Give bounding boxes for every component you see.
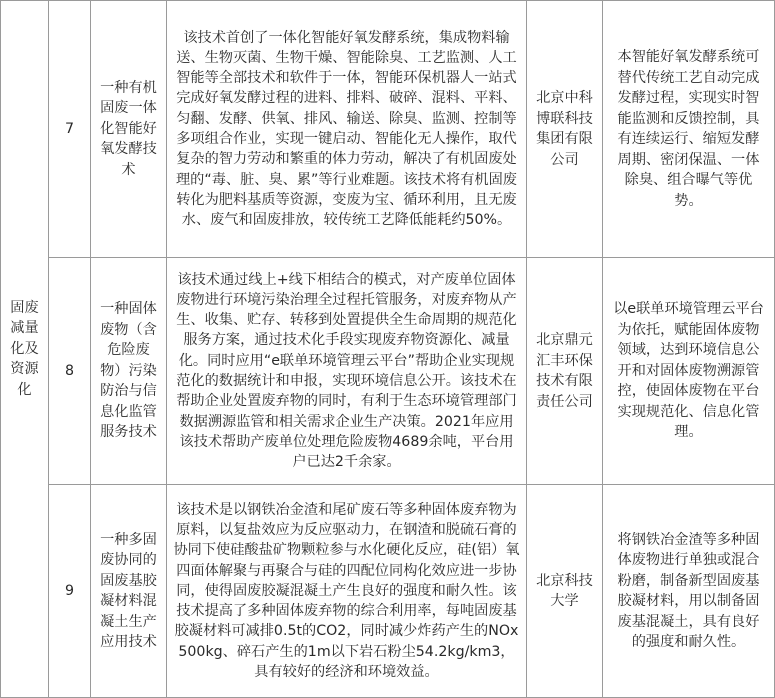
technology-name-cell (91, 258, 166, 484)
technology-name: 一种固体废物（含危险废物）污染防治与信息化监管服务技术 (100, 301, 157, 441)
technology-description-cell (167, 485, 526, 697)
company-name: 北京科技大学 (536, 572, 593, 609)
table-row-number: 8 (64, 362, 75, 379)
technology-description: 该技术首创了一体化智能好氧发酵系统，集成物料输送、生物灭菌、生物干燥、智能除臭、工艺监测、人工智能等全部技术和软件于一体，智能环保机器人一站式完成好氧发酵过程的进料、排料、破碎、混料、平料、匀翻、发酵、供氧、排风、输送、除臭、监测、控制等多项组合作业，实现一键启动、智能化无人操作，取代复杂的智力劳动和繁重的体力劳动，解决了有机固废处理的“毒、脏、臭、累”等行业难题。该技术将有机固废转化为肥料基质等资源，变废为宝、循环利用，且无废水、废气和固废排放，较传统工艺降低能耗约50%。 (175, 29, 517, 229)
table-row-number: 7 (64, 120, 75, 137)
advantage-cell (603, 258, 774, 484)
advantage-cell (603, 485, 774, 697)
company-cell (527, 258, 602, 484)
company-cell (527, 1, 602, 257)
category-cell (1, 1, 48, 697)
table-row-number: 9 (64, 582, 75, 599)
technology-description-cell (167, 258, 526, 484)
technology-name: 一种有机固废一体化智能好氧发酵技术 (100, 79, 157, 178)
technology-description: 该技术是以钢铁冶金渣和尾矿废石等多种固体废弃物为原料，以复盐效应为反应驱动力，在钢渣和脱硫石膏的协同下使硅酸盐矿物颗粒参与水化硬化反应，硅(铝）氧四面体解聚与再聚合与硅的四配位同构化效应进一步协同，使得固废胶凝混凝土产生良好的强度和耐久性。该技术提高了多种固体废弃物的综合利用率，每吨固废基胶凝材料可减排0.5t的CO2，同时减少炸药产生的NOx 500kg、碎石产生的1m以下岩石粉尘54.2kg/km3，具有较好的经济和环境效益。 (173, 501, 520, 681)
technology-name-cell (91, 485, 166, 697)
technology-description-cell (167, 1, 526, 257)
technology-advantage: 以e联单环境管理云平台为依托，赋能固体废物领域，达到环境信息公开和对固体废物溯源管控，使固体废物在平台实现规范化、信息化管理。 (613, 301, 764, 441)
company-cell (527, 485, 602, 697)
category-label: 固废减量化及资源化 (10, 299, 39, 398)
company-name: 北京中科博联科技集团有限公司 (536, 90, 593, 168)
technology-advantage: 将钢铁冶金渣等多种固体废物进行单独或混合粉磨，制备新型固废基胶凝材料，用以制备固废基混凝土，具有良好的强度和耐久性。 (617, 531, 760, 650)
technology-description: 该技术通过线上+线下相结合的模式，对产废单位固体废物进行环境污染治理全过程托管服务，对废弃物从产生、收集、贮存、转移到处置提供全生命周期的规范化服务方案，通过技术化手段实现废弃物资源化、减量化。同时应用“e联单环境管理云平台”帮助企业实现规范化的数据统计和申报，实现环境信息公开。该技术在帮助企业处置废弃物的同时，有利于生态环境管理部门数据溯源监管和相关需求企业生产决策。2021年应用该技术帮助产废单位处理危险废物4689余吨，平台用户已达2千余家。 (176, 271, 517, 471)
technology-advantage: 本智能好氧发酵系统可替代传统工艺自动完成发酵过程，实现实时智能监测和反馈控制，具有连续运行、缩短发酵周期、密闭保温、一体除臭、组合曝气等优势。 (617, 49, 760, 209)
technology-name: 一种多固废协同的固废基胶凝材料混凝土生产应用技术 (100, 531, 157, 650)
company-name: 北京鼎元汇丰环保技术有限责任公司 (536, 332, 593, 410)
advantage-cell (603, 1, 774, 257)
technology-name-cell (91, 1, 166, 257)
